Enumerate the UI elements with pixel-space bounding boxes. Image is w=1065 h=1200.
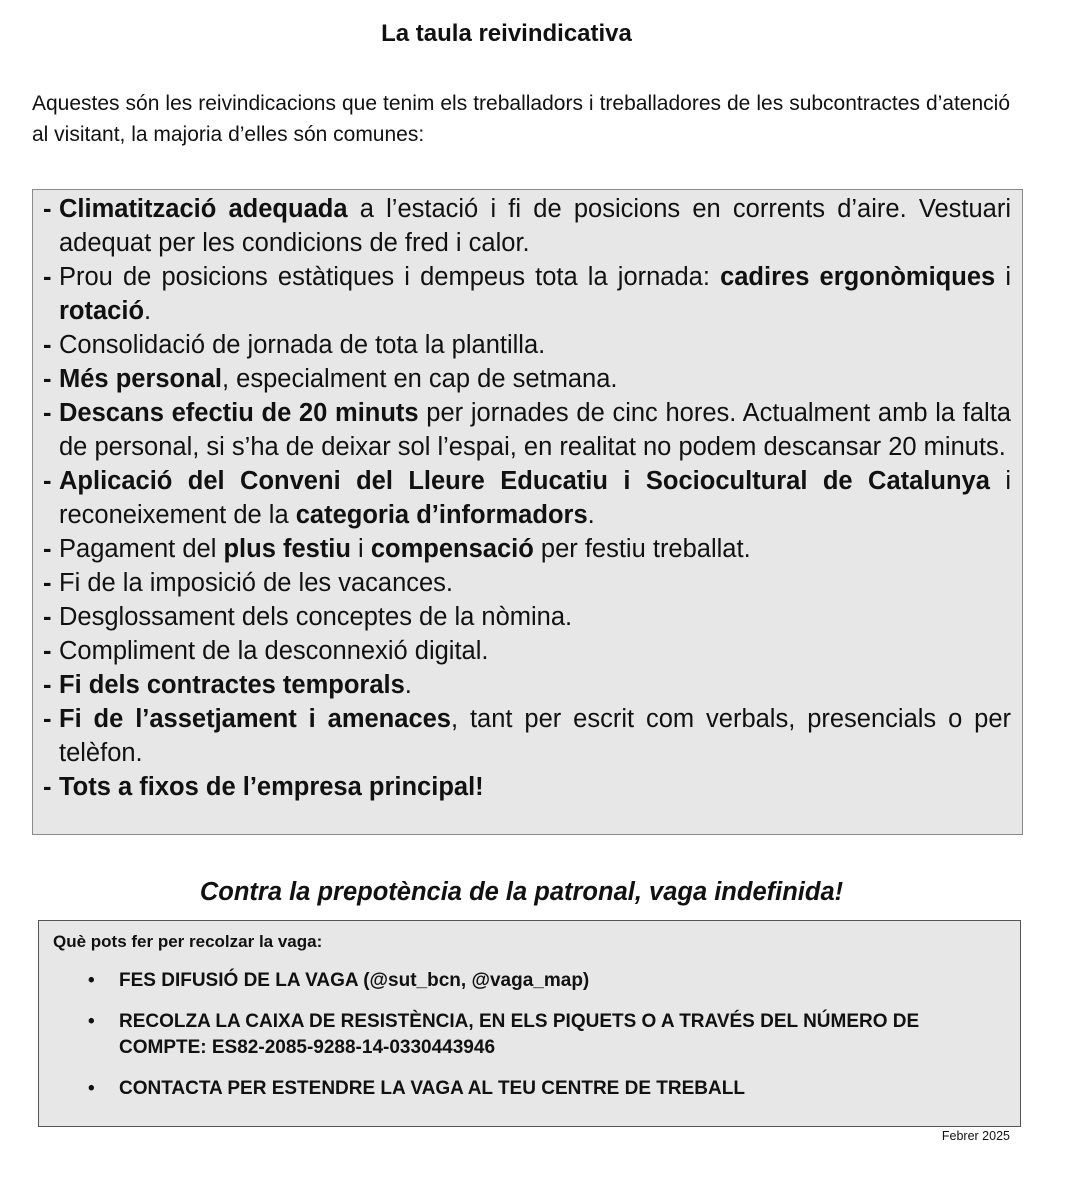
support-item-text: RECOLZA LA CAIXA DE RESISTÈNCIA, EN ELS PIQUETS O A TRAVÉS DEL NÚMERO DE COMPTE: ES82-2085-9288-14-0330443946 xyxy=(119,1011,920,1058)
demand-item xyxy=(43,362,1011,396)
support-list xyxy=(53,968,1006,1102)
demand-item xyxy=(43,600,1011,634)
demand-text: per festiu treballat. xyxy=(533,535,751,563)
demand-text: . xyxy=(144,297,152,325)
support-heading: Què pots fer per recolzar la vaga: xyxy=(53,932,323,951)
dash-marker: - xyxy=(43,399,52,427)
support-item xyxy=(53,968,1006,994)
support-item xyxy=(53,1009,1006,1061)
demand-text: . xyxy=(587,501,595,529)
slogan: Contra la prepotència de la patronal, vaga indefinida! xyxy=(199,878,844,906)
support-box xyxy=(38,920,1021,1127)
demand-text: , especialment en cap de setmana. xyxy=(221,365,618,393)
demand-text: Prou de posicions estàtiques i dempeus tota la jornada: xyxy=(59,263,721,291)
dash-marker: - xyxy=(43,705,52,733)
support-item-text: FES DIFUSIÓ DE LA VAGA (@sut_bcn, @vaga_map) xyxy=(119,970,590,991)
demand-text: Pagament del xyxy=(59,535,224,563)
demand-text: , tant per escrit com verbals, presencials o per telèfon. xyxy=(59,705,1012,767)
demands-list xyxy=(43,192,1011,804)
demand-item xyxy=(43,464,1011,532)
bullet-icon: • xyxy=(88,1078,95,1099)
demand-text: i reconeixement de la xyxy=(59,467,1012,529)
demand-text: Compliment de la desconnexió digital. xyxy=(59,637,489,665)
demand-text: a l’estació i fi de posicions en corrents d’aire. Vestuari adequat per les condicions de fred i calor. xyxy=(59,195,1012,257)
support-item-text: CONTACTA PER ESTENDRE LA VAGA AL TEU CENTRE DE TREBALL xyxy=(119,1078,745,1099)
dash-marker: - xyxy=(43,637,52,665)
dash-marker: - xyxy=(43,603,52,631)
demand-item xyxy=(43,260,1011,328)
demand-item xyxy=(43,328,1011,362)
demand-item xyxy=(43,566,1011,600)
dash-marker: - xyxy=(43,263,52,291)
intro-paragraph: Aquestes són les reivindicacions que tenim els treballadors i treballadores de les subcontractes d’atenció al visitant, la majoria d’elles són comunes: xyxy=(32,92,1010,146)
dash-marker: - xyxy=(43,195,52,223)
demand-text-bold: Aplicació del Conveni del Lleure Educatiu i Sociocultural de Catalunya xyxy=(59,467,990,495)
demand-text-bold: cadires ergonòmiques xyxy=(720,263,996,291)
dash-marker: - xyxy=(43,773,52,801)
demand-item xyxy=(43,770,1011,804)
demand-text: Desglossament dels conceptes de la nòmina. xyxy=(59,603,573,631)
dash-marker: - xyxy=(43,331,52,359)
demands-box xyxy=(32,189,1023,835)
demand-text: i xyxy=(995,263,1011,291)
demand-item xyxy=(43,396,1011,464)
demand-text-bold: Fi dels contractes temporals xyxy=(59,671,405,699)
bullet-icon: • xyxy=(88,1011,95,1032)
dash-marker: - xyxy=(43,467,52,495)
demand-text-bold: Descans efectiu de 20 minuts xyxy=(59,399,419,427)
demand-text: . xyxy=(404,671,412,699)
bullet-icon: • xyxy=(88,970,95,991)
demand-text: Fi de la imposició de les vacances. xyxy=(59,569,454,597)
demand-text-bold: Fi de l’assetjament i amenaces xyxy=(59,705,451,733)
demand-text: per jornades de cinc hores. Actualment amb la falta de personal, si s’ha de deixar sol l’espai, en realitat no podem descansar 20 minuts. xyxy=(59,399,1011,461)
support-item xyxy=(53,1076,1006,1102)
demand-text-bold: Climatització adequada xyxy=(59,195,348,223)
demand-text-bold: rotació xyxy=(59,297,145,325)
demand-item xyxy=(43,532,1011,566)
demand-item xyxy=(43,634,1011,668)
dash-marker: - xyxy=(43,535,52,563)
demand-text-bold: categoria d’informadors xyxy=(295,501,588,529)
dash-marker: - xyxy=(43,365,52,393)
page-title: La taula reivindicativa xyxy=(381,20,632,47)
demand-item xyxy=(43,702,1011,770)
document-date: Febrer 2025 xyxy=(941,1129,1010,1143)
demand-text-bold: compensació xyxy=(370,535,534,563)
demand-item xyxy=(43,668,1011,702)
demand-item xyxy=(43,192,1011,260)
dash-marker: - xyxy=(43,671,52,699)
demand-text: Consolidació de jornada de tota la plantilla. xyxy=(59,331,546,359)
demand-text-bold: plus festiu xyxy=(223,535,351,563)
dash-marker: - xyxy=(43,569,52,597)
demand-text-bold: Tots a fixos de l’empresa principal! xyxy=(59,773,484,801)
demand-text-bold: Més personal xyxy=(59,365,222,393)
demand-text: i xyxy=(350,535,371,563)
